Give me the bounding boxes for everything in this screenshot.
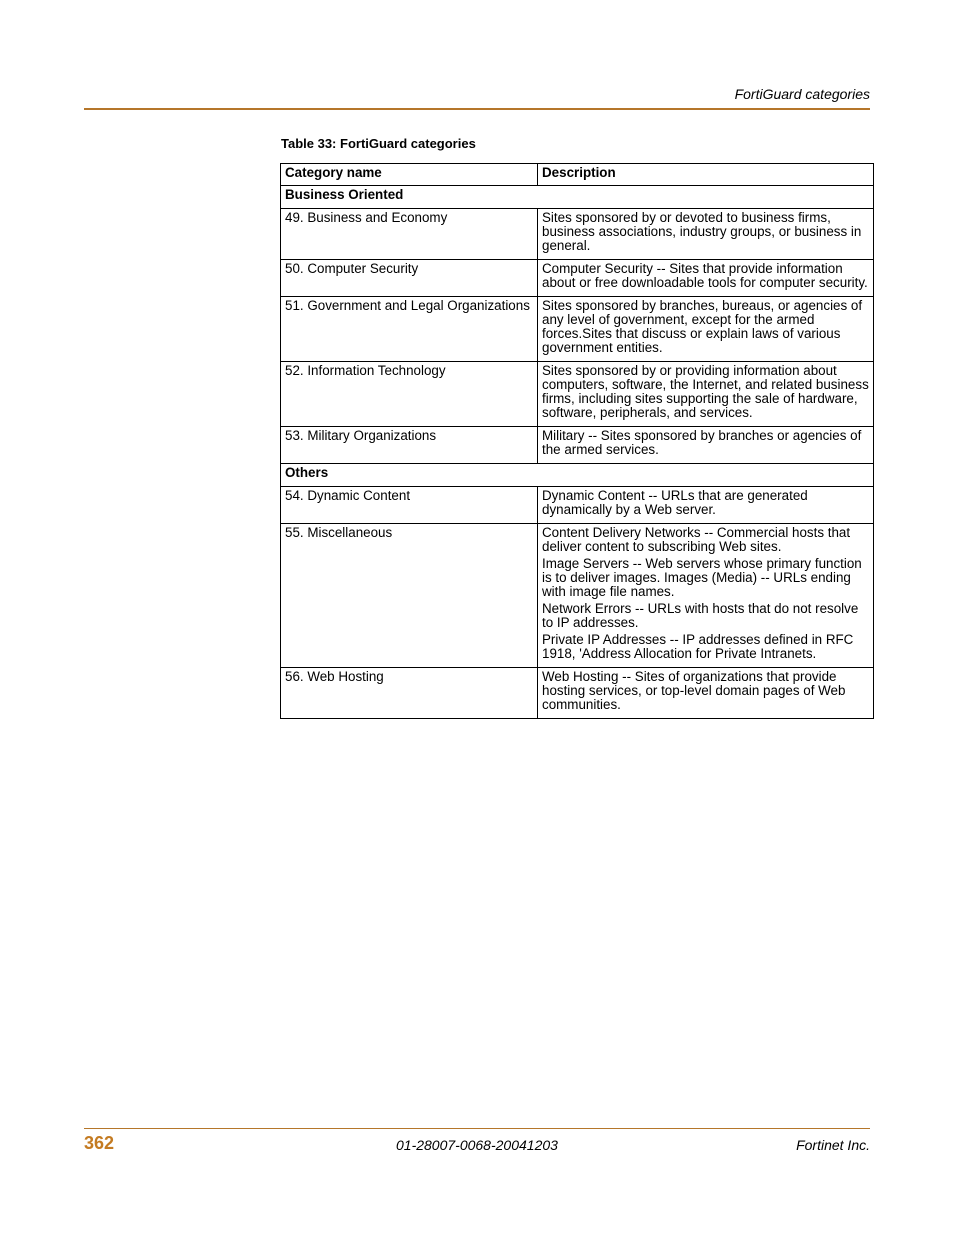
footer-rule [84,1128,870,1129]
category-name: 55. Miscellaneous [281,524,538,668]
description-text: Computer Security -- Sites that provide information about or free downloadable tools for computer security. [542,261,868,290]
description-text: Sites sponsored by or providing information about computers, software, the Internet, and related business firms, including sites supporting the sale of hardware, software, peripherals, and services. [542,363,869,420]
table-row [281,362,874,427]
table-row [281,668,874,719]
description-text: Private IP Addresses -- IP addresses defined in RFC 1918, 'Address Allocation for Private Intranets. [542,632,854,661]
section-row [281,464,874,487]
table-row [281,209,874,260]
header-rule [84,108,870,110]
category-description [538,427,874,464]
category-description [538,524,874,668]
description-text: Sites sponsored by branches, bureaus, or agencies of any level of government, except for the armed forces.Sites that discuss or explain laws of various government entities. [542,298,863,355]
section-row [281,186,874,209]
section-title: Others [281,464,874,487]
description-text: Content Delivery Networks -- Commercial hosts that deliver content to subscribing Web sites. [542,525,851,554]
category-name: 53. Military Organizations [281,427,538,464]
company-name: Fortinet Inc. [796,1137,870,1153]
category-description [538,209,874,260]
category-description [538,487,874,524]
description-text: Sites sponsored by or devoted to business firms, business associations, industry groups, or business in general. [542,210,862,253]
category-description [538,668,874,719]
description-text: Network Errors -- URLs with hosts that do not resolve to IP addresses. [542,601,859,630]
page-number: 362 [84,1133,115,1153]
description-text: Image Servers -- Web servers whose primary function is to deliver images. Images (Media) -- URLs ending with image file names. [542,556,862,599]
table-caption: Table 33: FortiGuard categories [281,136,476,151]
category-name: 51. Government and Legal Organizations [281,297,538,362]
table-row [281,524,874,668]
description-text: Military -- Sites sponsored by branches or agencies of the armed services. [542,428,862,457]
running-header-title: FortiGuard categories [734,86,870,102]
table-row [281,297,874,362]
category-description [538,297,874,362]
category-name: 54. Dynamic Content [281,487,538,524]
description-text: Dynamic Content -- URLs that are generated dynamically by a Web server. [542,488,808,517]
description-text: Web Hosting -- Sites of organizations that provide hosting services, or top-level domain pages of Web communities. [542,669,846,712]
category-name: 56. Web Hosting [281,668,538,719]
table-row [281,260,874,297]
document-id: 01-28007-0068-20041203 [396,1137,558,1153]
table-row [281,427,874,464]
table-row [281,487,874,524]
section-title: Business Oriented [281,186,874,209]
category-name: 49. Business and Economy [281,209,538,260]
categories-table [280,163,874,719]
category-name: 52. Information Technology [281,362,538,427]
table-header-row [281,164,874,186]
category-description [538,260,874,297]
category-description [538,362,874,427]
column-header-category: Category name [281,164,538,186]
category-name: 50. Computer Security [281,260,538,297]
column-header-description: Description [538,164,874,186]
